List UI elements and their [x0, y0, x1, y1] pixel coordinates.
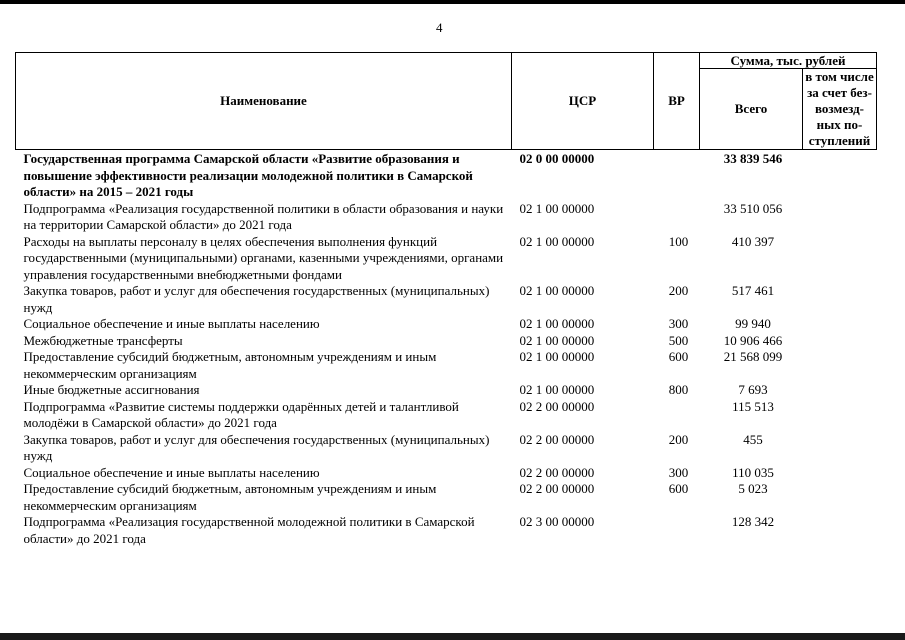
row-csr: 02 1 00 00000 — [519, 349, 595, 364]
bottom-border — [0, 633, 905, 640]
row-csr: 02 2 00 00000 — [519, 464, 595, 480]
row-vr — [654, 150, 700, 201]
row-nonrepayable — [803, 382, 877, 399]
row-csr: 02 1 00 00000 — [519, 283, 595, 298]
row-nonrepayable — [803, 465, 877, 482]
row-total: 110 035 — [732, 464, 774, 480]
row-vr: 500 — [668, 332, 689, 348]
row-total: 33 839 546 — [723, 151, 783, 166]
header-vr: ВР — [654, 53, 700, 150]
table-row — [16, 465, 877, 482]
row-total: 410 397 — [731, 233, 775, 249]
row-csr: 02 0 00 00000 — [519, 151, 595, 166]
header-name: Наименование — [16, 53, 512, 150]
header-total: Всего — [700, 69, 803, 150]
row-csr: 02 3 00 00000 — [519, 514, 595, 529]
row-total: 455 — [743, 431, 763, 447]
row-name: Предоставление субсидий бюджетным, автономным учреждениям и иным некоммерческим организациям — [23, 481, 437, 513]
row-nonrepayable — [803, 399, 877, 432]
header-sum-group: Сумма, тыс. рублей — [700, 53, 877, 69]
row-vr: 300 — [668, 316, 689, 331]
table-row — [16, 316, 877, 333]
row-name: Социальное обеспечение и иные выплаты населению — [23, 464, 320, 480]
row-nonrepayable — [803, 481, 877, 514]
table-body — [16, 150, 877, 548]
row-csr: 02 2 00 00000 — [519, 398, 595, 414]
row-nonrepayable — [803, 201, 877, 234]
row-vr: 200 — [668, 283, 689, 298]
row-nonrepayable — [803, 432, 877, 465]
row-total: 115 513 — [732, 398, 774, 414]
page-number: 4 — [436, 20, 443, 35]
row-vr: 600 — [668, 481, 689, 496]
row-name: Расходы на выплаты персоналу в целях обеспечения выполнения функций государственными (муниципальными) органами, казенными учреждениями, органами управления государственными внебюджетными фондами — [23, 233, 504, 282]
table-row — [16, 283, 877, 316]
row-name: Подпрограмма «Реализация государственной молодежной политики в Самарской области» до 2021 года — [23, 514, 475, 546]
row-nonrepayable — [803, 150, 877, 201]
row-nonrepayable — [803, 316, 877, 333]
row-vr: 300 — [668, 464, 689, 480]
row-vr — [654, 399, 700, 432]
row-name: Подпрограмма «Развитие системы поддержки одарённых детей и талантливой молодёжи в Самарской области» до 2021 года — [23, 398, 459, 430]
row-total: 7 693 — [738, 382, 768, 397]
row-total: 99 940 — [735, 316, 771, 331]
row-csr: 02 2 00 00000 — [519, 481, 595, 496]
header-csr: ЦСР — [512, 53, 654, 150]
row-csr: 02 1 00 00000 — [519, 332, 595, 348]
row-name: Государственная программа Самарской области «Развитие образования и повышение эффективности реализации молодежной политики в Самарской области» на 2015 – 2021 годы — [23, 151, 473, 199]
row-name: Предоставление субсидий бюджетным, автономным учреждениям и иным некоммерческим организациям — [23, 349, 437, 381]
row-vr: 200 — [668, 431, 689, 447]
top-border — [0, 0, 905, 4]
table-row — [16, 382, 877, 399]
table-row — [16, 481, 877, 514]
row-csr: 02 1 00 00000 — [519, 233, 595, 249]
row-total: 21 568 099 — [723, 349, 783, 364]
table-row — [16, 234, 877, 284]
row-total: 128 342 — [731, 514, 775, 529]
table-row — [16, 333, 877, 350]
header-nonrepayable: в том числе за счет без-возмезд-ных по-ступлений — [803, 69, 877, 150]
row-name: Социальное обеспечение и иные выплаты населению — [23, 316, 320, 331]
row-csr: 02 2 00 00000 — [519, 431, 595, 447]
row-nonrepayable — [803, 514, 877, 547]
row-name: Иные бюджетные ассигнования — [23, 382, 200, 397]
row-name: Закупка товаров, работ и услуг для обеспечения государственных (муниципальных) нужд — [23, 431, 490, 463]
row-csr: 02 1 00 00000 — [519, 200, 595, 216]
row-csr: 02 1 00 00000 — [519, 316, 595, 331]
row-vr — [654, 201, 700, 234]
row-vr: 600 — [668, 349, 689, 364]
row-vr: 800 — [668, 382, 689, 397]
table-row — [16, 399, 877, 432]
table-row — [16, 349, 877, 382]
row-name: Межбюджетные трансферты — [23, 332, 183, 348]
row-name: Закупка товаров, работ и услуг для обеспечения государственных (муниципальных) нужд — [23, 283, 490, 315]
table-row — [16, 201, 877, 234]
row-vr: 100 — [668, 233, 689, 249]
row-csr: 02 1 00 00000 — [519, 382, 595, 397]
table-row — [16, 150, 877, 201]
row-vr — [654, 514, 700, 547]
row-name: Подпрограмма «Реализация государственной политики в области образования и науки на территории Самарской области» до 2021 года — [23, 200, 504, 232]
row-total: 5 023 — [738, 481, 768, 496]
row-nonrepayable — [803, 333, 877, 350]
table-row — [16, 432, 877, 465]
row-total: 517 461 — [731, 283, 775, 298]
row-total: 10 906 466 — [723, 332, 783, 348]
row-nonrepayable — [803, 349, 877, 382]
table-row — [16, 514, 877, 547]
row-total: 33 510 056 — [723, 200, 783, 216]
row-nonrepayable — [803, 234, 877, 284]
row-nonrepayable — [803, 283, 877, 316]
budget-table — [15, 52, 877, 547]
